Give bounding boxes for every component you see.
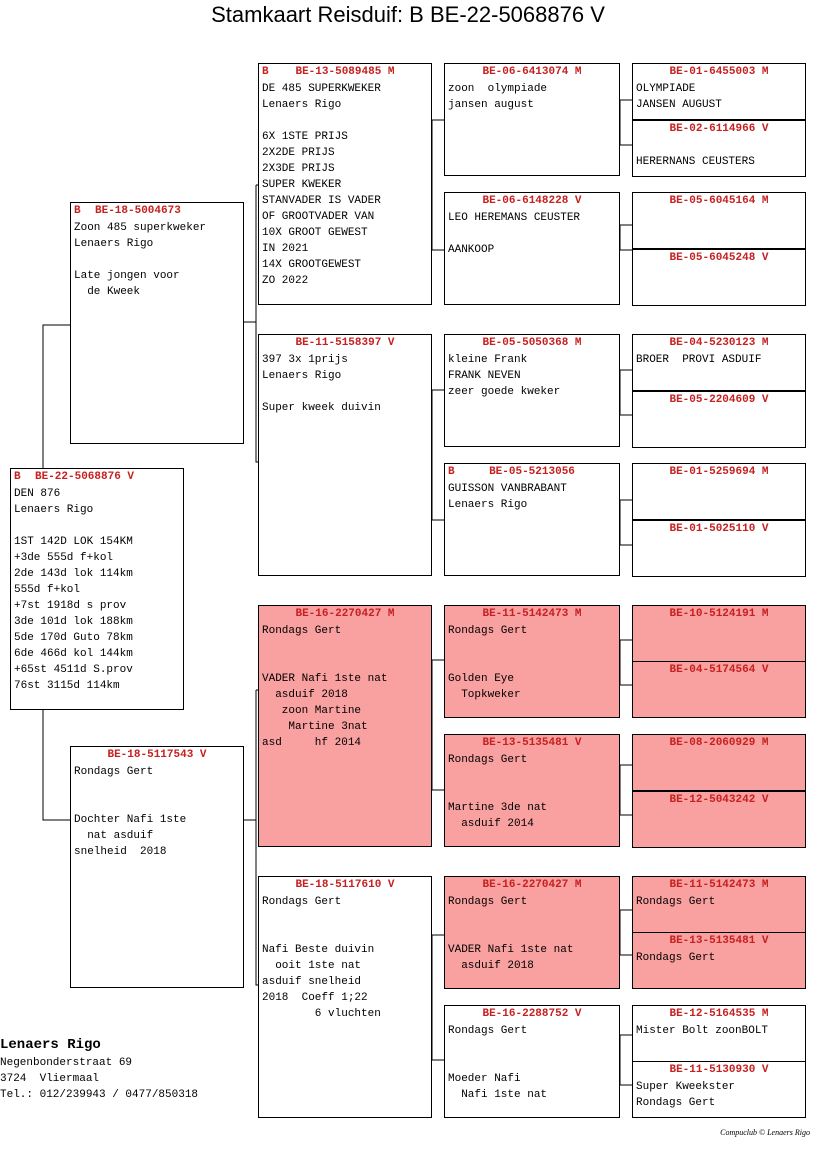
- gen4-box-9: [632, 605, 806, 662]
- ring-number: BE-16-2270427 M: [295, 608, 395, 620]
- ring-number: BE-01-5259694 M: [669, 466, 769, 478]
- pigeon-notes: Zoon 485 superkweker Lenaers Rigo Late jongen voor de Kweek: [74, 222, 207, 298]
- gen4-box-8: [632, 520, 806, 577]
- ring-number: BE-05-6045248 V: [669, 252, 769, 264]
- ring-number: BE-13-5089485 M: [295, 66, 395, 78]
- ring-number: BE-05-2204609 V: [669, 394, 769, 406]
- pigeon-notes: zoon olympiade jansen august: [448, 83, 548, 111]
- pigeon-notes: Rondags Gert Golden Eye Topkweker: [448, 625, 528, 701]
- ring-number: BE-05-6045164 M: [669, 195, 769, 207]
- ring-number: BE-05-5050368 M: [482, 337, 582, 349]
- owner-city: 3724 Vliermaal: [0, 1073, 100, 1085]
- pigeon-notes: kleine Frank FRANK NEVEN zeer goede kweker: [448, 354, 561, 398]
- gen4-box-4: [632, 249, 806, 306]
- owner-address: [0, 1035, 198, 1103]
- pigeon-notes: Rondags Gert VADER Nafi 1ste nat asduif 2018 zoon Martine Martine 3nat asd hf 2014: [262, 625, 388, 749]
- ring-number: BE-05-5213056: [489, 466, 575, 478]
- owner-name: Lenaers Rigo: [0, 1037, 101, 1053]
- pigeon-notes: Mister Bolt zoonBOLT: [636, 1025, 769, 1037]
- gen3-box-6: [444, 734, 620, 847]
- gen4-box-5: [632, 334, 806, 391]
- ring-number: BE-18-5117543 V: [107, 749, 207, 761]
- ring-number: BE-11-5142473 M: [482, 608, 582, 620]
- gen3-box-4: [444, 463, 620, 576]
- prefix-label: B: [14, 471, 21, 483]
- gen3-box-3: [444, 334, 620, 447]
- pigeon-notes: BROER PROVI ASDUIF: [636, 354, 762, 366]
- pigeon-notes: Rondags Gert: [636, 896, 716, 908]
- pigeon-notes: OLYMPIADE JANSEN AUGUST: [636, 83, 722, 111]
- pedigree-subject: [10, 468, 184, 710]
- ring-number: BE-18-5117610 V: [295, 879, 395, 891]
- ring-number: BE-12-5043242 V: [669, 794, 769, 806]
- gen4-box-1: [632, 63, 806, 120]
- gen3-box-7: [444, 876, 620, 989]
- owner-phone: Tel.: 012/239943 / 0477/850318: [0, 1089, 199, 1101]
- gen4-box-11: [632, 734, 806, 791]
- ring-number: BE-11-5142473 M: [669, 879, 769, 891]
- ring-number: BE-18-5004673: [95, 205, 181, 217]
- pigeon-notes: LEO HEREMANS CEUSTER AANKOOP: [448, 212, 581, 256]
- gen4-box-14: [632, 932, 806, 989]
- pigeon-notes: Rondags Gert VADER Nafi 1ste nat asduif 2018: [448, 896, 574, 972]
- gen4-box-6: [632, 391, 806, 448]
- ring-number: BE-04-5174564 V: [669, 664, 769, 676]
- ring-number: BE-10-5124191 M: [669, 608, 769, 620]
- software-credit: Compuclub © Lenaers Rigo: [720, 1128, 810, 1137]
- ring-number: BE-11-5158397 V: [295, 337, 395, 349]
- pigeon-notes: DE 485 SUPERKWEKER Lenaers Rigo 6X 1STE PRIJS 2X2DE PRIJS 2X3DE PRIJS SUPER KWEKER STANVADER IS VADER OF GROOTVADER VAN 10X GROOT GEWEST IN 2021 14X GROOTGEWEST ZO 2022: [262, 83, 381, 287]
- gen4-box-13: [632, 876, 806, 933]
- prefix-label: B: [448, 466, 455, 478]
- gen3-box-2: [444, 192, 620, 305]
- gen4-box-3: [632, 192, 806, 249]
- gen3-box-8: [444, 1005, 620, 1118]
- prefix-label: B: [262, 66, 269, 78]
- gen3-box-5: [444, 605, 620, 718]
- gen3-box-1: [444, 63, 620, 176]
- pigeon-notes: GUISSON VANBRABANT Lenaers Rigo: [448, 483, 567, 511]
- ring-number: BE-13-5135481 V: [482, 737, 582, 749]
- ring-number: BE-13-5135481 V: [669, 935, 769, 947]
- ring-number: BE-01-6455003 M: [669, 66, 769, 78]
- pigeon-notes: 397 3x 1prijs Lenaers Rigo Super kweek duivin: [262, 354, 381, 414]
- granddam-maternal-box: [258, 876, 432, 1118]
- ring-number: BE-22-5068876 V: [35, 471, 135, 483]
- owner-street: Negenbonderstraat 69: [0, 1057, 133, 1069]
- pigeon-notes: Rondags Gert Moeder Nafi Nafi 1ste nat: [448, 1025, 548, 1101]
- prefix-label: B: [74, 205, 81, 217]
- ring-number: BE-02-6114966 V: [669, 123, 769, 135]
- pigeon-notes: Rondags Gert Martine 3de nat asduif 2014: [448, 754, 548, 830]
- ring-number: BE-01-5025110 V: [669, 523, 769, 535]
- dam-box: [70, 746, 244, 988]
- ring-number: BE-08-2060929 M: [669, 737, 769, 749]
- page-title: Stamkaart Reisduif: B BE-22-5068876 V: [211, 2, 605, 27]
- sire-box: [70, 202, 244, 444]
- ring-number: BE-12-5164535 M: [669, 1008, 769, 1020]
- ring-number: BE-16-2288752 V: [482, 1008, 582, 1020]
- pigeon-notes: Rondags Gert Nafi Beste duivin ooit 1ste nat asduif snelheid 2018 Coeff 1;22 6 vluchten: [262, 896, 381, 1020]
- ring-number: BE-16-2270427 M: [482, 879, 582, 891]
- ring-number: BE-04-5230123 M: [669, 337, 769, 349]
- granddam-paternal-box: [258, 334, 432, 576]
- pigeon-notes: Rondags Gert Dochter Nafi 1ste nat asduif snelheid 2018: [74, 766, 187, 858]
- gen4-box-16: [632, 1061, 806, 1118]
- ring-number: BE-11-5130930 V: [669, 1064, 769, 1076]
- pigeon-notes: HERERNANS CEUSTERS: [636, 156, 755, 168]
- pigeon-notes: Super Kweekster Rondags Gert: [636, 1081, 736, 1109]
- ring-number: BE-06-6148228 V: [482, 195, 582, 207]
- gen4-box-12: [632, 791, 806, 848]
- pigeon-notes: Rondags Gert: [636, 952, 716, 964]
- pigeon-notes: DEN 876 Lenaers Rigo 1ST 142D LOK 154KM +3de 555d f+kol 2de 143d lok 114km 555d f+kol +7st 1918d s prov 3de 101d lok 188km 5de 170d Guto 78km 6de 466d kol 144km +65st 4511d S.prov 76st 3115d 114km: [14, 488, 133, 692]
- gen4-box-2: [632, 120, 806, 177]
- ring-number: BE-06-6413074 M: [482, 66, 582, 78]
- gen4-box-10: [632, 661, 806, 718]
- gen4-box-7: [632, 463, 806, 520]
- grandsire-maternal-box: [258, 605, 432, 847]
- grandsire-paternal-box: [258, 63, 432, 305]
- gen4-box-15: [632, 1005, 806, 1062]
